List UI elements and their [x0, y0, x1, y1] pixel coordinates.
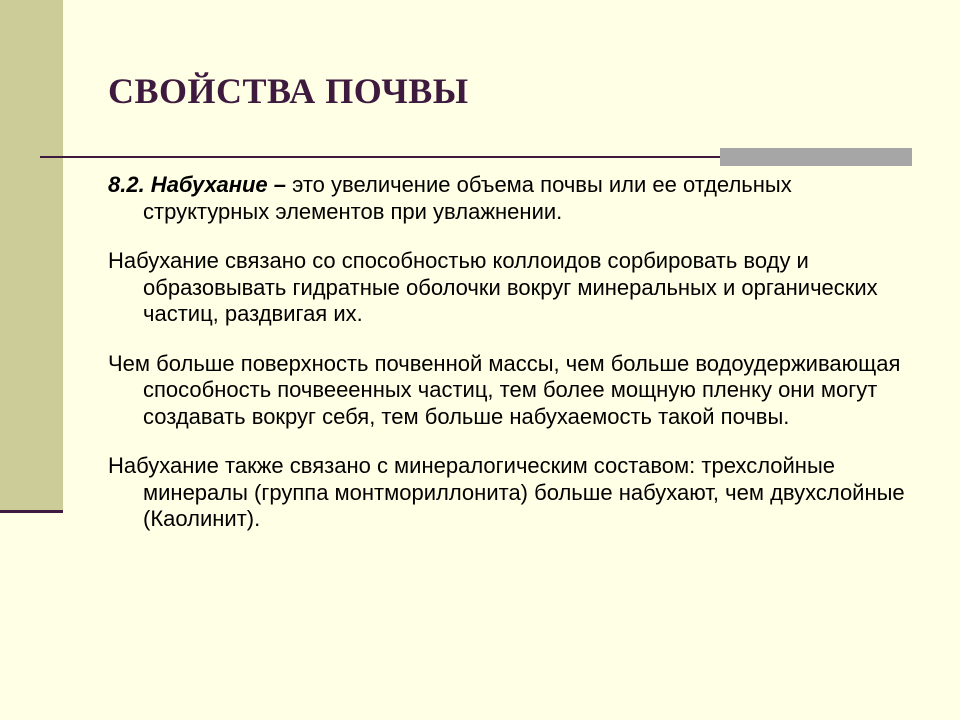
- side-band-rule: [0, 510, 63, 513]
- definition-text: это увеличение объема почвы или ее отдельных структурных элементов при увлажнении.: [143, 172, 792, 224]
- paragraph-definition: [108, 172, 908, 225]
- definition-term: 8.2. Набухание –: [108, 172, 286, 197]
- paragraph-colloids: Набухание связано со способностью коллоидов сорбировать воду и образовывать гидратные оболочки вокруг минеральных и органических частиц, раздвигая их.: [108, 248, 878, 326]
- side-band: [0, 0, 63, 512]
- paragraph-surface: Чем больше поверхность почвенной массы, чем больше водоудерживающая способность почвееенных частиц, тем более мощную пленку они могут создавать вокруг себя, тем больше набухаемость такой почвы.: [108, 350, 901, 429]
- decorative-gray-bar: [720, 148, 912, 166]
- slide-body: [108, 172, 908, 556]
- slide-title: СВОЙСТВА ПОЧВЫ: [108, 71, 469, 111]
- paragraph-mineralogy: Набухание также связано с минералогическим составом: трехслойные минералы (группа монтмориллонита) больше набухают, чем двухслойные (Каолинит).: [108, 453, 905, 531]
